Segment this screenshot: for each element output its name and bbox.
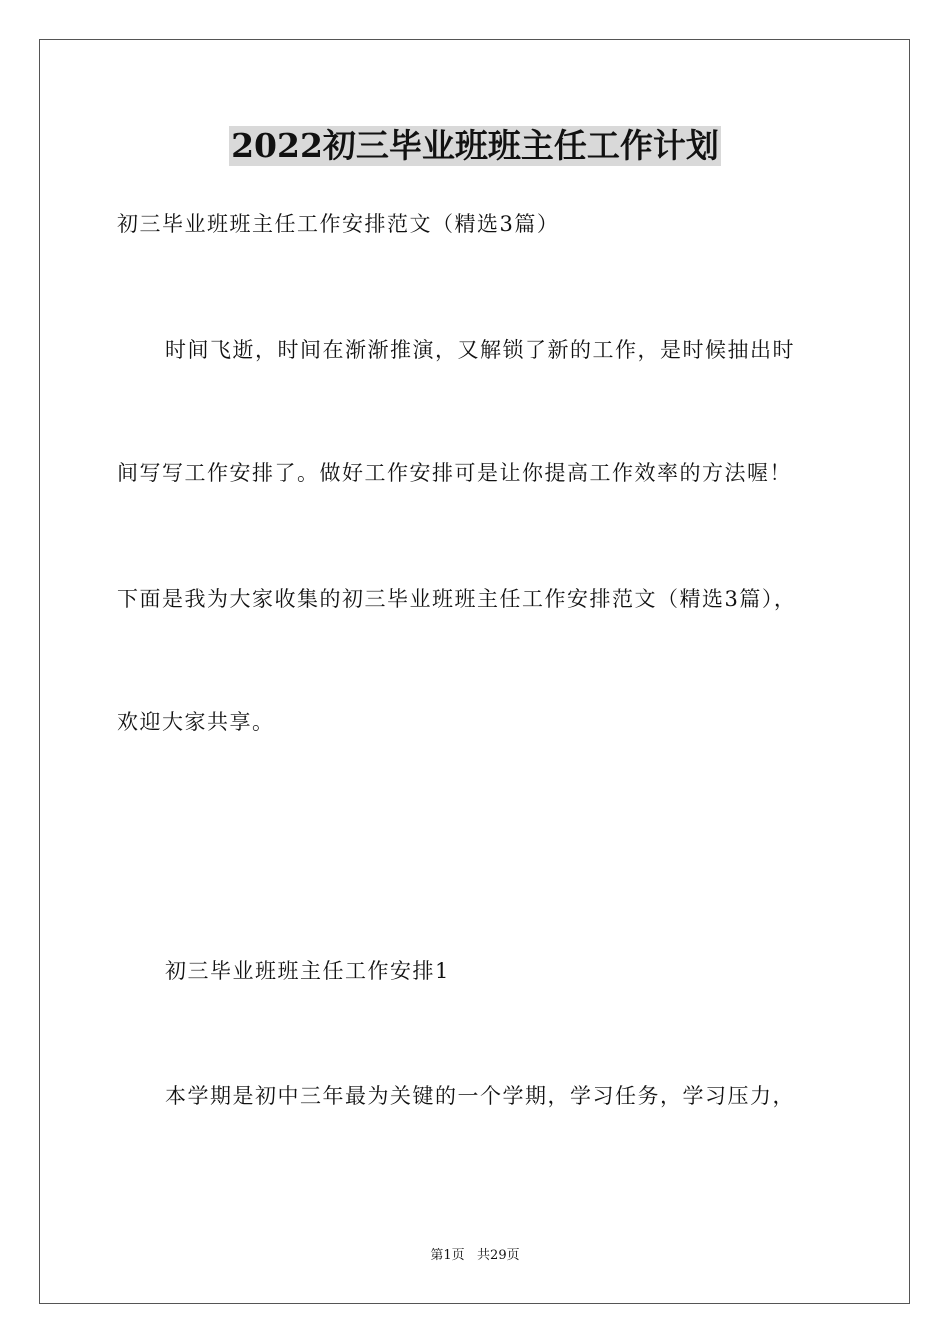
paragraph-line: 时间飞逝，时间在渐渐推演，又解锁了新的工作，是时候抽出时 xyxy=(165,338,795,362)
paragraph-line: 欢迎大家共享。 xyxy=(117,710,275,734)
section-paragraph-line: 本学期是初中三年最为关键的一个学期，学习任务，学习压力， xyxy=(165,1084,795,1108)
paragraph-line: 间写写工作安排了。做好工作安排可是让你提高工作效率的方法喔！ xyxy=(117,461,792,485)
document-subtitle: 初三毕业班班主任工作安排范文（精选3篇） xyxy=(117,212,560,236)
paragraph-line: 下面是我为大家收集的初三毕业班班主任工作安排范文（精选3篇）， xyxy=(117,587,797,611)
section-heading: 初三毕业班班主任工作安排1 xyxy=(165,959,450,983)
page-number-footer: 第1页 共29页 xyxy=(430,1248,520,1263)
document-title: 2022初三毕业班班主任工作计划 xyxy=(231,126,719,165)
title-container xyxy=(0,126,950,166)
